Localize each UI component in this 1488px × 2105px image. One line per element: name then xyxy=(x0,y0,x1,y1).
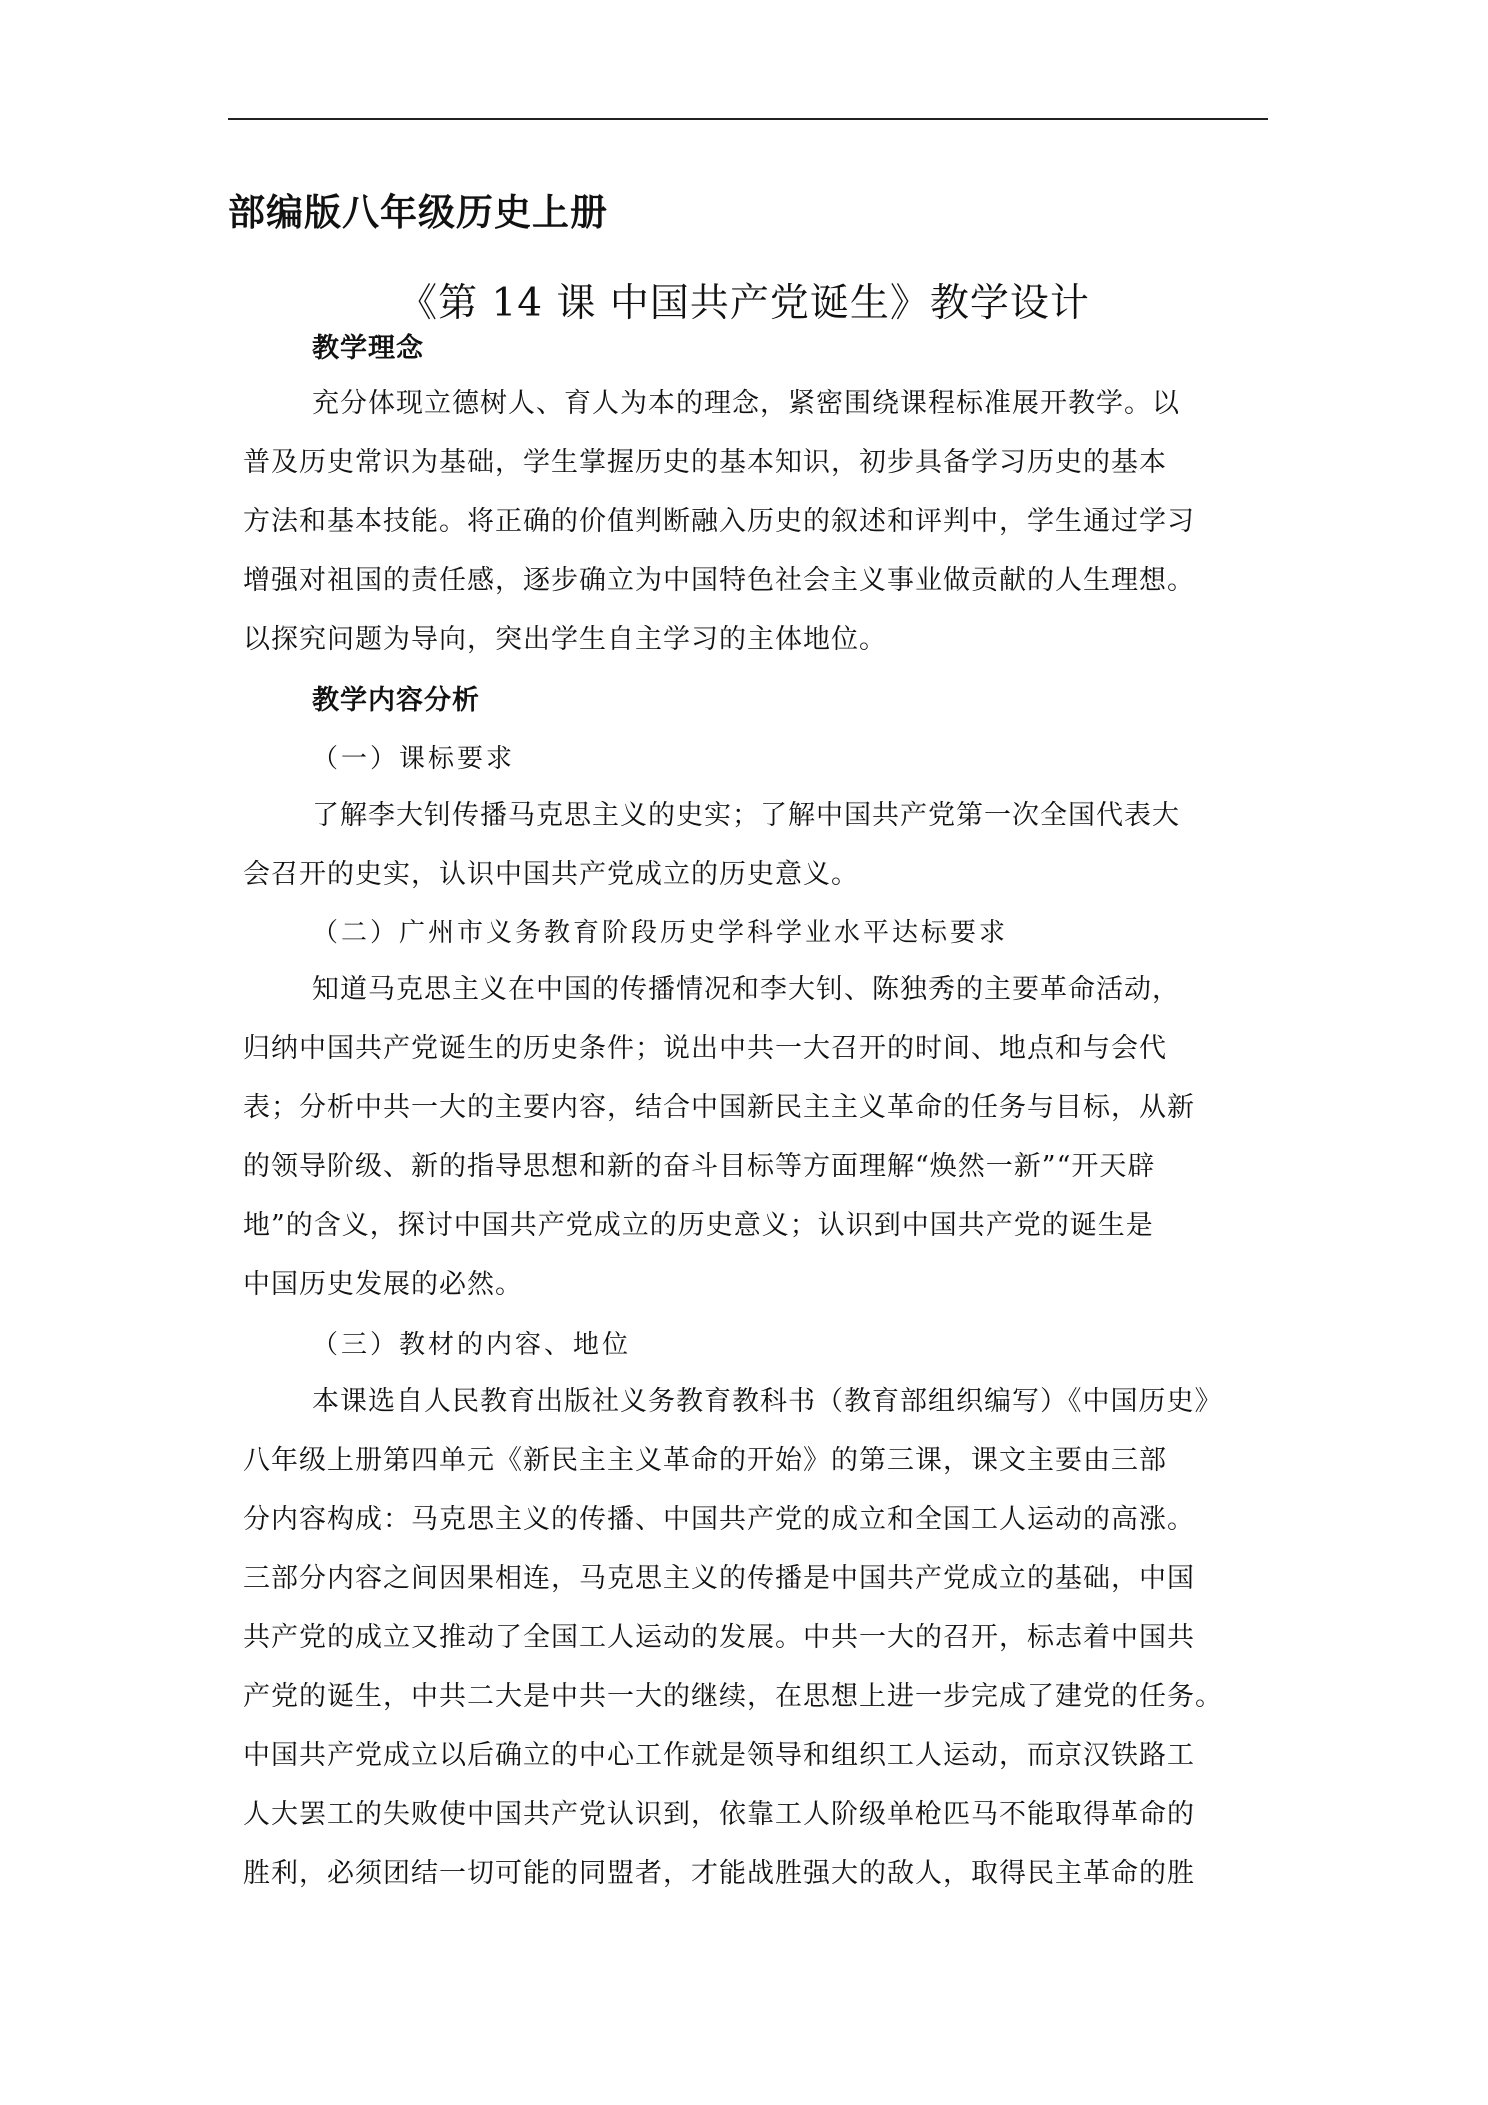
text-line: 产党的诞生，中共二大是中共一大的继续，在思想上进一步完成了建党的任务。 xyxy=(243,1681,1223,1712)
header-rule xyxy=(228,118,1268,120)
text-line: 方法和基本技能。将正确的价值判断融入历史的叙述和评判中，学生通过学习 xyxy=(243,506,1195,537)
document-title: 《第 14 课 中国共产党诞生》教学设计 xyxy=(398,281,1090,326)
text-line: 的领导阶级、新的指导思想和新的奋斗目标等方面理解“焕然一新”“开天辟 xyxy=(243,1151,1156,1182)
paragraph-teaching-philosophy xyxy=(243,374,1258,669)
book-title: 部编版八年级历史上册 xyxy=(228,191,608,234)
paragraph-textbook-content xyxy=(243,1372,1258,1903)
text-line: 共产党的成立又推动了全国工人运动的发展。中共一大的召开，标志着中国共 xyxy=(243,1622,1195,1653)
text-line: 增强对祖国的责任感，逐步确立为中国特色社会主义事业做贡献的人生理想。 xyxy=(243,565,1195,596)
text-line: 归纳中国共产党诞生的历史条件；说出中共一大召开的时间、地点和与会代 xyxy=(243,1033,1167,1064)
text-line: 分内容构成：马克思主义的传播、中国共产党的成立和全国工人运动的高涨。 xyxy=(243,1504,1195,1535)
text-line: 会召开的史实，认识中国共产党成立的历史意义。 xyxy=(243,859,859,890)
text-line: 八年级上册第四单元《新民主主义革命的开始》的第三课，课文主要由三部 xyxy=(243,1445,1167,1476)
text-line: 表；分析中共一大的主要内容，结合中国新民主主义革命的任务与目标，从新 xyxy=(243,1092,1195,1123)
text-line: 人大罢工的失败使中国共产党认识到，依靠工人阶级单枪匹马不能取得革命的 xyxy=(243,1799,1195,1830)
text-line: 三部分内容之间因果相连，马克思主义的传播是中国共产党成立的基础，中国 xyxy=(243,1563,1195,1594)
text-line: 中国共产党成立以后确立的中心工作就是领导和组织工人运动，而京汉铁路工 xyxy=(243,1740,1195,1771)
text-line: 充分体现立德树人、育人为本的理念，紧密围绕课程标准展开教学。以 xyxy=(312,388,1180,419)
text-line: 本课选自人民教育出版社义务教育教科书（教育部组织编写）《中国历史》 xyxy=(312,1386,1223,1417)
text-line: 了解李大钊传播马克思主义的史实；了解中国共产党第一次全国代表大 xyxy=(312,800,1180,831)
text-line: 普及历史常识为基础，学生掌握历史的基本知识，初步具备学习历史的基本 xyxy=(243,447,1167,478)
subheading-textbook-content: （三）教材的内容、地位 xyxy=(312,1330,632,1360)
subheading-guangzhou-standards: （二）广州市义务教育阶段历史学科学业水平达标要求 xyxy=(312,918,1009,948)
text-line: 知道马克思主义在中国的传播情况和李大钊、陈独秀的主要革命活动， xyxy=(312,974,1180,1005)
paragraph-curriculum-requirements xyxy=(243,786,1258,904)
text-line: 胜利，必须团结一切可能的同盟者，才能战胜强大的敌人，取得民主革命的胜 xyxy=(243,1858,1195,1889)
paragraph-guangzhou-standards xyxy=(243,960,1258,1314)
text-line: 地”的含义，探讨中国共产党成立的历史意义；认识到中国共产党的诞生是 xyxy=(243,1210,1154,1241)
subheading-curriculum-requirements: （一）课标要求 xyxy=(312,744,516,774)
text-line: 以探究问题为导向，突出学生自主学习的主体地位。 xyxy=(243,624,887,655)
heading-content-analysis: 教学内容分析 xyxy=(312,685,480,716)
text-line: 中国历史发展的必然。 xyxy=(243,1269,523,1300)
heading-teaching-philosophy: 教学理念 xyxy=(312,333,424,364)
